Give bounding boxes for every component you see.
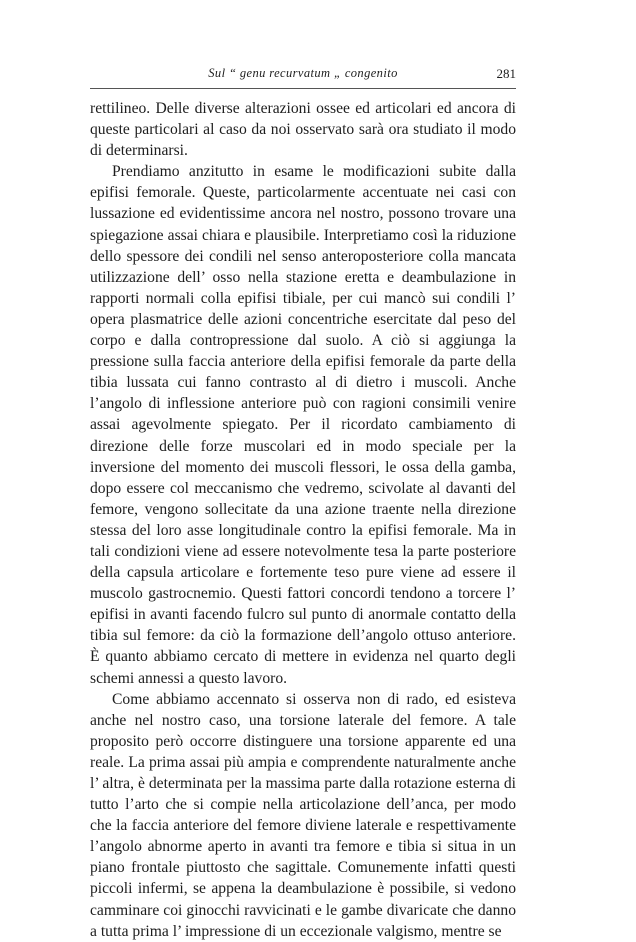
paragraph: Come abbiamo accennato si osserva non di rado, ed esisteva anche nel nostro caso, una torsione laterale del femore. A tale proposito però occorre distinguere una torsione apparente ed una reale. La prima assai più ampia e comprendente naturalmente anche l’ altra, è determinata per la massima parte dalla rotazione esterna di tutto l’arto che si compie nella articolazione dell’anca, per modo che la faccia anteriore del femore diviene laterale e respettivamente l’angolo abnorme aperto in avanti tra femore e tibia si situa in un piano frontale piuttosto che sagittale. Comunemente infatti questi piccoli infermi, se appena la deambulazione è possibile, si vedono camminare coi ginocchi ravvicinati e le gambe divaricate che danno a tutta prima l’ impressione di un eccezionale valgismo, mentre se: [90, 690, 516, 940]
page-number: 281: [496, 66, 516, 81]
running-title: Sul “ genu recurvatum „ congenito: [208, 66, 398, 80]
running-header: [90, 66, 516, 86]
header-rule: [90, 88, 516, 89]
body-text: [90, 98, 516, 942]
paragraph: Prendiamo anzitutto in esame le modificazioni subite dalla epifisi femorale. Queste, particolarmente accentuate nei casi con lussazione ed evidentissime ancora nel nostro, possono trovare una spiegazione assai chiara e plausibile. Interpretiamo così la riduzione dello spessore dei condili nel senso anteroposteriore colla mancata utilizzazione dell’ osso nella stazione eretta e deambulazione in rapporti normali colla epifisi tibiale, per cui mancò sui condili l’ opera plasmatrice delle azioni concentriche esercitate dal peso del corpo e dalla contropressione dal suolo. A ciò si aggiunga la pressione sulla faccia anteriore della epifisi femorale da parte della tibia lussata cui fanno contrasto al di dietro i muscoli. Anche l’angolo di inflessione anteriore può con ragioni consimili venire assai agevolmente spiegato. Per il ricordato cambiamento di direzione delle forze muscolari ed in modo speciale per la inversione del momento dei muscoli flessori, le ossa della gamba, dopo essere col meccanismo che vedremo, scivolate al davanti del femore, vengono sollecitate da una azione traente nella direzione stessa del loro asse longitudinale contro la epifisi femorale. Ma in tali condizioni viene ad essere notevolmente tesa la parte posteriore della capsula articolare e fortemente teso pure viene ad essere il muscolo gastrocnemio. Questi fattori concordi tendono a torcere l’ epifisi in avanti facendo fulcro sul punto di anormale contatto della tibia sul femore: da ciò la formazione dell’angolo ottuso anteriore. È quanto abbiamo cercato di mettere in evidenza nel quarto degli schemi annessi a questo lavoro.: [90, 163, 516, 687]
paragraph-continued: rettilineo. Delle diverse alterazioni ossee ed articolari ed ancora di queste particolari al caso da noi osservato sarà ora studiato il modo di determinarsi.: [90, 100, 516, 160]
